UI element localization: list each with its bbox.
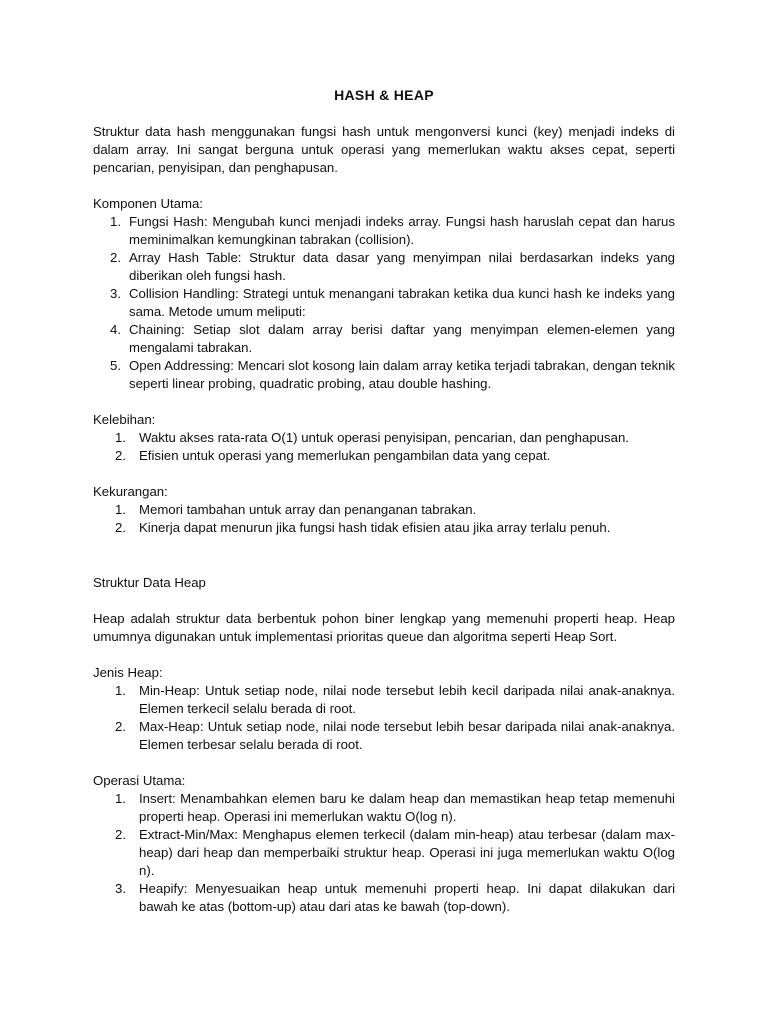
list-item-text: Waktu akses rata-rata O(1) untuk operasi penyisipan, pencarian, dan penghapusan. [139,430,629,445]
list-number: 2. [115,520,126,535]
list-number: 4. [110,322,121,337]
heap-intro-paragraph: Heap adalah struktur data berbentuk pohon biner lengkap yang memenuhi properti heap. Heap umumnya digunakan untuk implementasi prioritas queue dan algoritma seperti Heap Sort. [93,611,675,644]
list-item [93,357,675,393]
list-item-text: Fungsi Hash: Mengubah kunci menjadi indeks array. Fungsi hash haruslah cepat dan harus meminimalkan kemungkinan tabrakan (collision). [129,214,675,247]
list-item [93,249,675,285]
kelebihan-list [93,429,675,465]
heap-section-heading: Struktur Data Heap [93,575,206,590]
list-item-text: Memori tambahan untuk array dan penanganan tabrakan. [139,502,477,517]
list-item-text: Collision Handling: Strategi untuk menangani tabrakan ketika dua kunci hash ke indeks yang sama. Metode umum meliputi: [129,286,675,319]
list-item [93,429,675,447]
list-item-text: Heapify: Menyesuaikan heap untuk memenuhi properti heap. Ini dapat dilakukan dari bawah ke atas (bottom-up) atau dari atas ke bawah (top-down). [139,881,675,914]
list-item [93,790,675,826]
list-item [93,285,675,321]
kekurangan-list [93,501,675,537]
list-number: 1. [115,791,126,806]
list-number: 2. [110,250,121,265]
list-item-text: Efisien untuk operasi yang memerlukan pengambilan data yang cepat. [139,448,551,463]
list-number: 1. [115,430,126,445]
list-item [93,501,675,519]
kekurangan-heading: Kekurangan: [93,484,168,499]
list-item-text: Max-Heap: Untuk setiap node, nilai node tersebut lebih besar daripada nilai anak-anaknya. Elemen terbesar selalu berada di root. [139,719,675,752]
list-number: 3. [115,881,126,896]
list-number: 1. [115,502,126,517]
jenis-heap-list [93,682,675,754]
list-number: 5. [110,358,121,373]
list-number: 2. [115,719,126,734]
list-item-text: Min-Heap: Untuk setiap node, nilai node tersebut lebih kecil daripada nilai anak-anaknya. Elemen terkecil selalu berada di root. [139,683,675,716]
list-item [93,826,675,880]
list-item-text: Array Hash Table: Struktur data dasar yang menyimpan nilai berdasarkan indeks yang diberikan oleh fungsi hash. [129,250,675,283]
komponen-heading: Komponen Utama: [93,196,203,211]
operasi-heading: Operasi Utama: [93,773,186,788]
hash-intro-paragraph: Struktur data hash menggunakan fungsi hash untuk mengonversi kunci (key) menjadi indeks di dalam array. Ini sangat berguna untuk operasi yang memerlukan waktu akses cepat, seperti pencarian, penyisipan, dan penghapusan. [93,124,675,175]
kelebihan-heading: Kelebihan: [93,412,156,427]
list-item [93,880,675,916]
document-title: HASH & HEAP [334,87,434,103]
jenis-heap-heading: Jenis Heap: [93,665,163,680]
list-item-text: Kinerja dapat menurun jika fungsi hash tidak efisien atau jika array terlalu penuh. [139,520,611,535]
list-item [93,718,675,754]
operasi-list [93,790,675,916]
list-item [93,321,675,357]
list-item-text: Open Addressing: Mencari slot kosong lain dalam array ketika terjadi tabrakan, dengan teknik seperti linear probing, quadratic probing, atau double hashing. [129,358,675,391]
list-number: 1. [115,683,126,698]
list-item-text: Extract-Min/Max: Menghapus elemen terkecil (dalam min-heap) atau terbesar (dalam max-heap) dari heap dan memperbaiki struktur heap. Operasi ini juga memerlukan waktu O(log n). [139,827,675,878]
list-number: 2. [115,448,126,463]
list-number: 3. [110,286,121,301]
komponen-list [93,213,675,393]
list-item [93,213,675,249]
list-number: 1. [110,214,121,229]
list-item-text: Insert: Menambahkan elemen baru ke dalam heap dan memastikan heap tetap memenuhi properti heap. Operasi ini memerlukan waktu O(log n). [139,791,675,824]
list-number: 2. [115,827,126,842]
list-item [93,447,675,465]
list-item [93,682,675,718]
list-item-text: Chaining: Setiap slot dalam array berisi daftar yang menyimpan elemen-elemen yang mengalami tabrakan. [129,322,675,355]
list-item [93,519,675,537]
